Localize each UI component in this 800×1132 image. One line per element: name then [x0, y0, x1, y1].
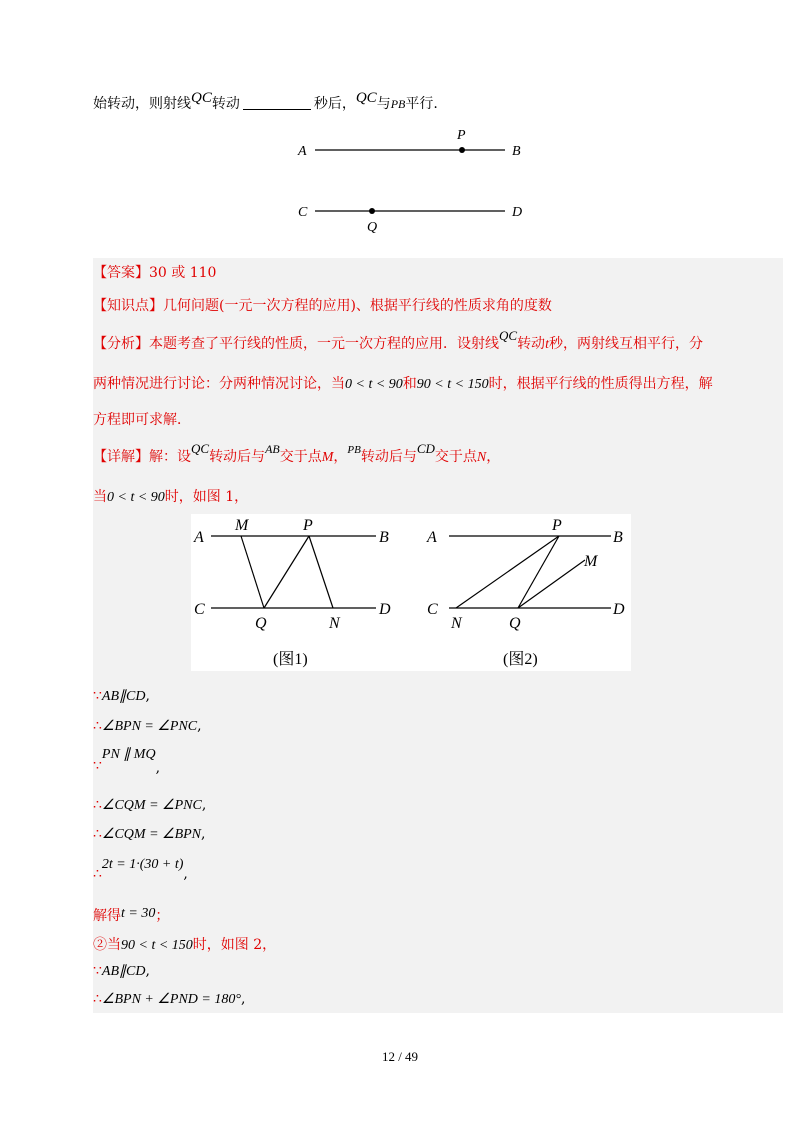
detail-label: 【详解】: [93, 449, 149, 465]
comma: ,: [155, 760, 161, 776]
point-q: [369, 208, 375, 214]
step-4: [93, 797, 206, 814]
fig1-label-c: C: [194, 601, 205, 618]
math-range-1: 0 < t < 90: [107, 490, 165, 505]
analysis-text: 和: [402, 376, 417, 392]
step-10: [93, 991, 245, 1008]
therefore-symbol: ∴: [93, 866, 102, 882]
math-range-2: 90 < t < 150: [416, 377, 489, 392]
comma: ,: [145, 688, 150, 704]
question-text: 秒后，: [313, 96, 356, 112]
fig1-line-qp: [264, 536, 309, 608]
question-text: 平行.: [405, 96, 438, 112]
comma: ,: [201, 826, 206, 842]
comma: ,: [201, 797, 207, 813]
math-pb: PB: [347, 444, 361, 456]
detail-text: 转动后与: [209, 449, 266, 465]
fig2-line-np: [456, 536, 559, 608]
fig2-label-a: A: [427, 529, 437, 546]
step-3: [93, 747, 161, 776]
figures-1-2: [191, 514, 631, 671]
question-text: 与: [376, 96, 391, 112]
fig2-caption: (图2): [503, 651, 538, 668]
analysis-text: 方程即可求解．: [93, 412, 191, 428]
knowledge-label: 【知识点】: [93, 298, 163, 314]
fig1-label-a: A: [194, 529, 204, 546]
because-symbol: ∵: [93, 758, 102, 774]
math-qc: QC: [355, 90, 377, 106]
label-a: A: [298, 144, 307, 159]
point-p: [459, 147, 465, 153]
step-6: [93, 857, 188, 882]
comma: ,: [145, 963, 150, 979]
step-1: [93, 688, 150, 705]
detail-text: ，: [333, 449, 348, 465]
math-step: 2t = 1·(30 + t): [101, 857, 184, 872]
therefore-symbol: ∴: [93, 991, 102, 1007]
step-9: [93, 963, 150, 980]
math-step: AB∥CD: [101, 964, 146, 979]
math-t: t: [545, 337, 549, 352]
answer-blank: [243, 95, 311, 110]
fig1-label-b: B: [379, 529, 389, 546]
answer-label: 【答案】: [93, 265, 149, 281]
page-number: 12 / 49: [381, 1049, 419, 1064]
analysis-row-3: [93, 409, 191, 429]
question-text: 转动: [211, 96, 240, 112]
detail-text: 交于点: [279, 449, 322, 465]
step-7: 解得t = 30；: [93, 906, 170, 924]
label-b: B: [512, 144, 521, 159]
analysis-row-1: [93, 328, 703, 353]
case1-text: 时，如图 1，: [164, 489, 249, 505]
question-line: [93, 90, 438, 113]
fig1-label-n: N: [329, 615, 340, 632]
math-qc: QC: [499, 328, 518, 343]
analysis-text: 转动: [517, 336, 546, 352]
label-q: Q: [367, 220, 378, 235]
because-symbol: ∵: [93, 688, 102, 704]
math-step: t = 30: [121, 906, 156, 921]
detail-row: [93, 441, 501, 466]
knowledge-row: [93, 295, 552, 315]
math-m: M: [321, 450, 334, 465]
comma: ,: [240, 991, 246, 1007]
analysis-row-2: [93, 373, 713, 393]
math-step: PN ∥ MQ: [101, 747, 156, 762]
top-figure: [290, 125, 540, 235]
solve-label: 解得: [93, 908, 121, 924]
math-qc: QC: [191, 90, 212, 106]
therefore-symbol: ∴: [93, 826, 102, 842]
fig1-line-pn: [309, 536, 333, 608]
math-qc: QC: [191, 441, 210, 456]
answer-row: [93, 262, 216, 282]
question-text: 始转动，则射线: [93, 96, 191, 112]
figure-2: [426, 517, 625, 668]
step-2: [93, 718, 202, 735]
fig2-label-d: D: [613, 601, 625, 618]
case1-text: 当: [93, 489, 107, 505]
detail-text: 解：设: [149, 449, 191, 465]
label-p: P: [457, 128, 466, 143]
fig1-caption: (图1): [273, 651, 308, 668]
case1-row: [93, 486, 248, 506]
therefore-symbol: ∴: [93, 797, 102, 813]
math-range-1: 0 < t < 90: [345, 377, 403, 392]
therefore-symbol: ∴: [93, 718, 102, 734]
step-8: [93, 934, 276, 954]
fig2-label-q: Q: [509, 615, 521, 632]
analysis-text: 两种情况进行讨论：分两种情况讨论，当: [93, 376, 345, 392]
math-step: ∠BPN = ∠PNC: [101, 719, 198, 734]
math-cd: CD: [416, 441, 435, 456]
analysis-text: 秒，两射线互相平行，分: [548, 336, 703, 352]
case2-text: ②当: [93, 937, 121, 953]
analysis-text: 时，根据平行线的性质得出方程，解: [488, 376, 713, 392]
figure-1: [193, 517, 391, 668]
fig2-label-n: N: [451, 615, 462, 632]
comma: ,: [197, 718, 202, 734]
math-pb: PB: [390, 97, 406, 111]
fig2-label-b: B: [613, 529, 623, 546]
fig1-line-mq: [241, 536, 264, 608]
detail-text: ，: [486, 449, 501, 465]
label-c: C: [298, 205, 308, 220]
fig2-label-p: P: [552, 517, 562, 534]
fig1-label-d: D: [379, 601, 391, 618]
fig2-label-c: C: [427, 601, 438, 618]
detail-text: 交于点: [434, 449, 477, 465]
knowledge-value: 几何问题(一元一次方程的应用)、根据平行线的性质求角的度数: [163, 298, 552, 314]
analysis-label: 【分析】: [93, 336, 149, 352]
comma: ,: [183, 866, 188, 882]
detail-text: 转动后与: [360, 449, 417, 465]
answer-value: 30 或 110: [149, 265, 217, 281]
math-step: ∠CQM = ∠PNC: [101, 798, 202, 813]
fig1-label-p: P: [303, 517, 313, 534]
label-d: D: [512, 205, 523, 220]
fig2-label-m: M: [584, 553, 598, 570]
because-symbol: ∵: [93, 963, 102, 979]
fig2-line-qm: [518, 560, 585, 608]
math-step: ∠BPN + ∠PND = 180°: [101, 992, 241, 1007]
math-ab: AB: [265, 442, 280, 456]
math-step: AB∥CD: [101, 689, 146, 704]
fig1-label-m: M: [235, 517, 249, 534]
math-range-2: 90 < t < 150: [121, 938, 193, 953]
step-5: [93, 826, 205, 843]
math-step: ∠CQM = ∠BPN: [101, 827, 202, 842]
case2-text: 时，如图 2，: [192, 937, 277, 953]
fig1-label-q: Q: [255, 615, 267, 632]
analysis-text: 本题考查了平行线的性质，一元一次方程的应用．设射线: [149, 336, 499, 352]
fig2-line-pq: [518, 536, 559, 608]
math-n: N: [476, 450, 487, 465]
